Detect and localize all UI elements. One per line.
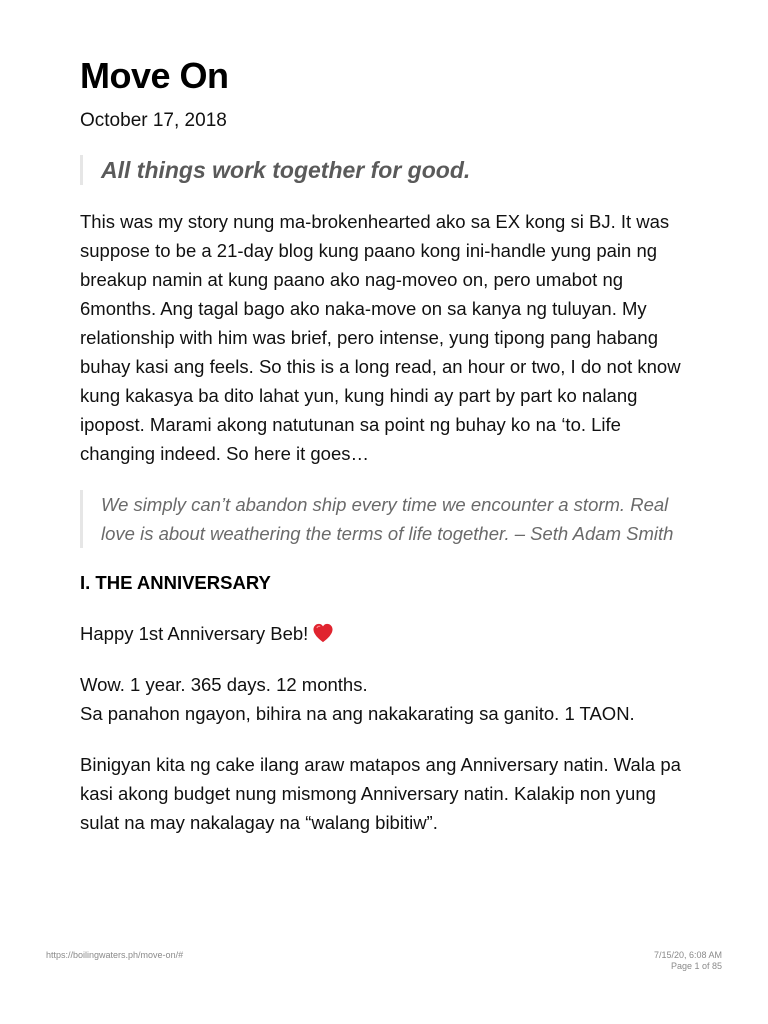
greeting-paragraph: [80, 619, 692, 648]
footer-url: https://boilingwaters.ph/move-on/#: [46, 950, 184, 960]
pull-quote-text: All things work together for good.: [101, 157, 471, 183]
footer-page-number: Page 1 of 85: [670, 961, 722, 971]
footer-meta: [654, 950, 722, 972]
block-quote-text: We simply can’t abandon ship every time we encounter a storm. Real love is about weathering the terms of life together. – Seth Adam Smith: [101, 494, 674, 544]
block-quote: [80, 490, 692, 548]
pull-quote: [80, 155, 692, 185]
wow-line-2: Sa panahon ngayon, bihira na ang nakakarating sa ganito. 1 TAON.: [80, 703, 635, 724]
intro-paragraph: This was my story nung ma-brokenhearted ako sa EX kong si BJ. It was suppose to be a 21-day blog kung paano kong ini-handle yung pain ng breakup namin at kung paano ako nag-moveo on, pero umabot ng 6months. Ang tagal bago ako naka-move on sa kanya ng tuluyan. My relationship with him was brief, pero intense, yung tipong pang habang buhay kasi ang feels. So this is a long read, an hour or two, I do not know kung kakasya ba dito lahat yun, kung hindi ay part by part ko nalang ipopost. Marami akong natutunan sa point ng buhay ko na ‘to. Life changing indeed. So here it goes…: [80, 211, 681, 464]
wow-line-1: Wow. 1 year. 365 days. 12 months.: [80, 674, 368, 695]
greeting-text: Happy 1st Anniversary Beb!: [80, 623, 309, 644]
section-heading: I. THE ANNIVERSARY: [80, 572, 271, 593]
article: [80, 52, 692, 837]
article-date: October 17, 2018: [80, 110, 227, 131]
red-heart-icon: [312, 622, 334, 642]
wow-paragraph: [80, 670, 692, 728]
article-title: Move On: [80, 55, 229, 96]
cake-paragraph: Binigyan kita ng cake ilang araw matapos ang Anniversary natin. Wala pa kasi akong budget nung mismong Anniversary natin. Kalakip non yung sulat na may nakalagay na “walang bibitiw”.: [80, 754, 681, 833]
footer-timestamp: 7/15/20, 6:08 AM: [653, 950, 722, 960]
